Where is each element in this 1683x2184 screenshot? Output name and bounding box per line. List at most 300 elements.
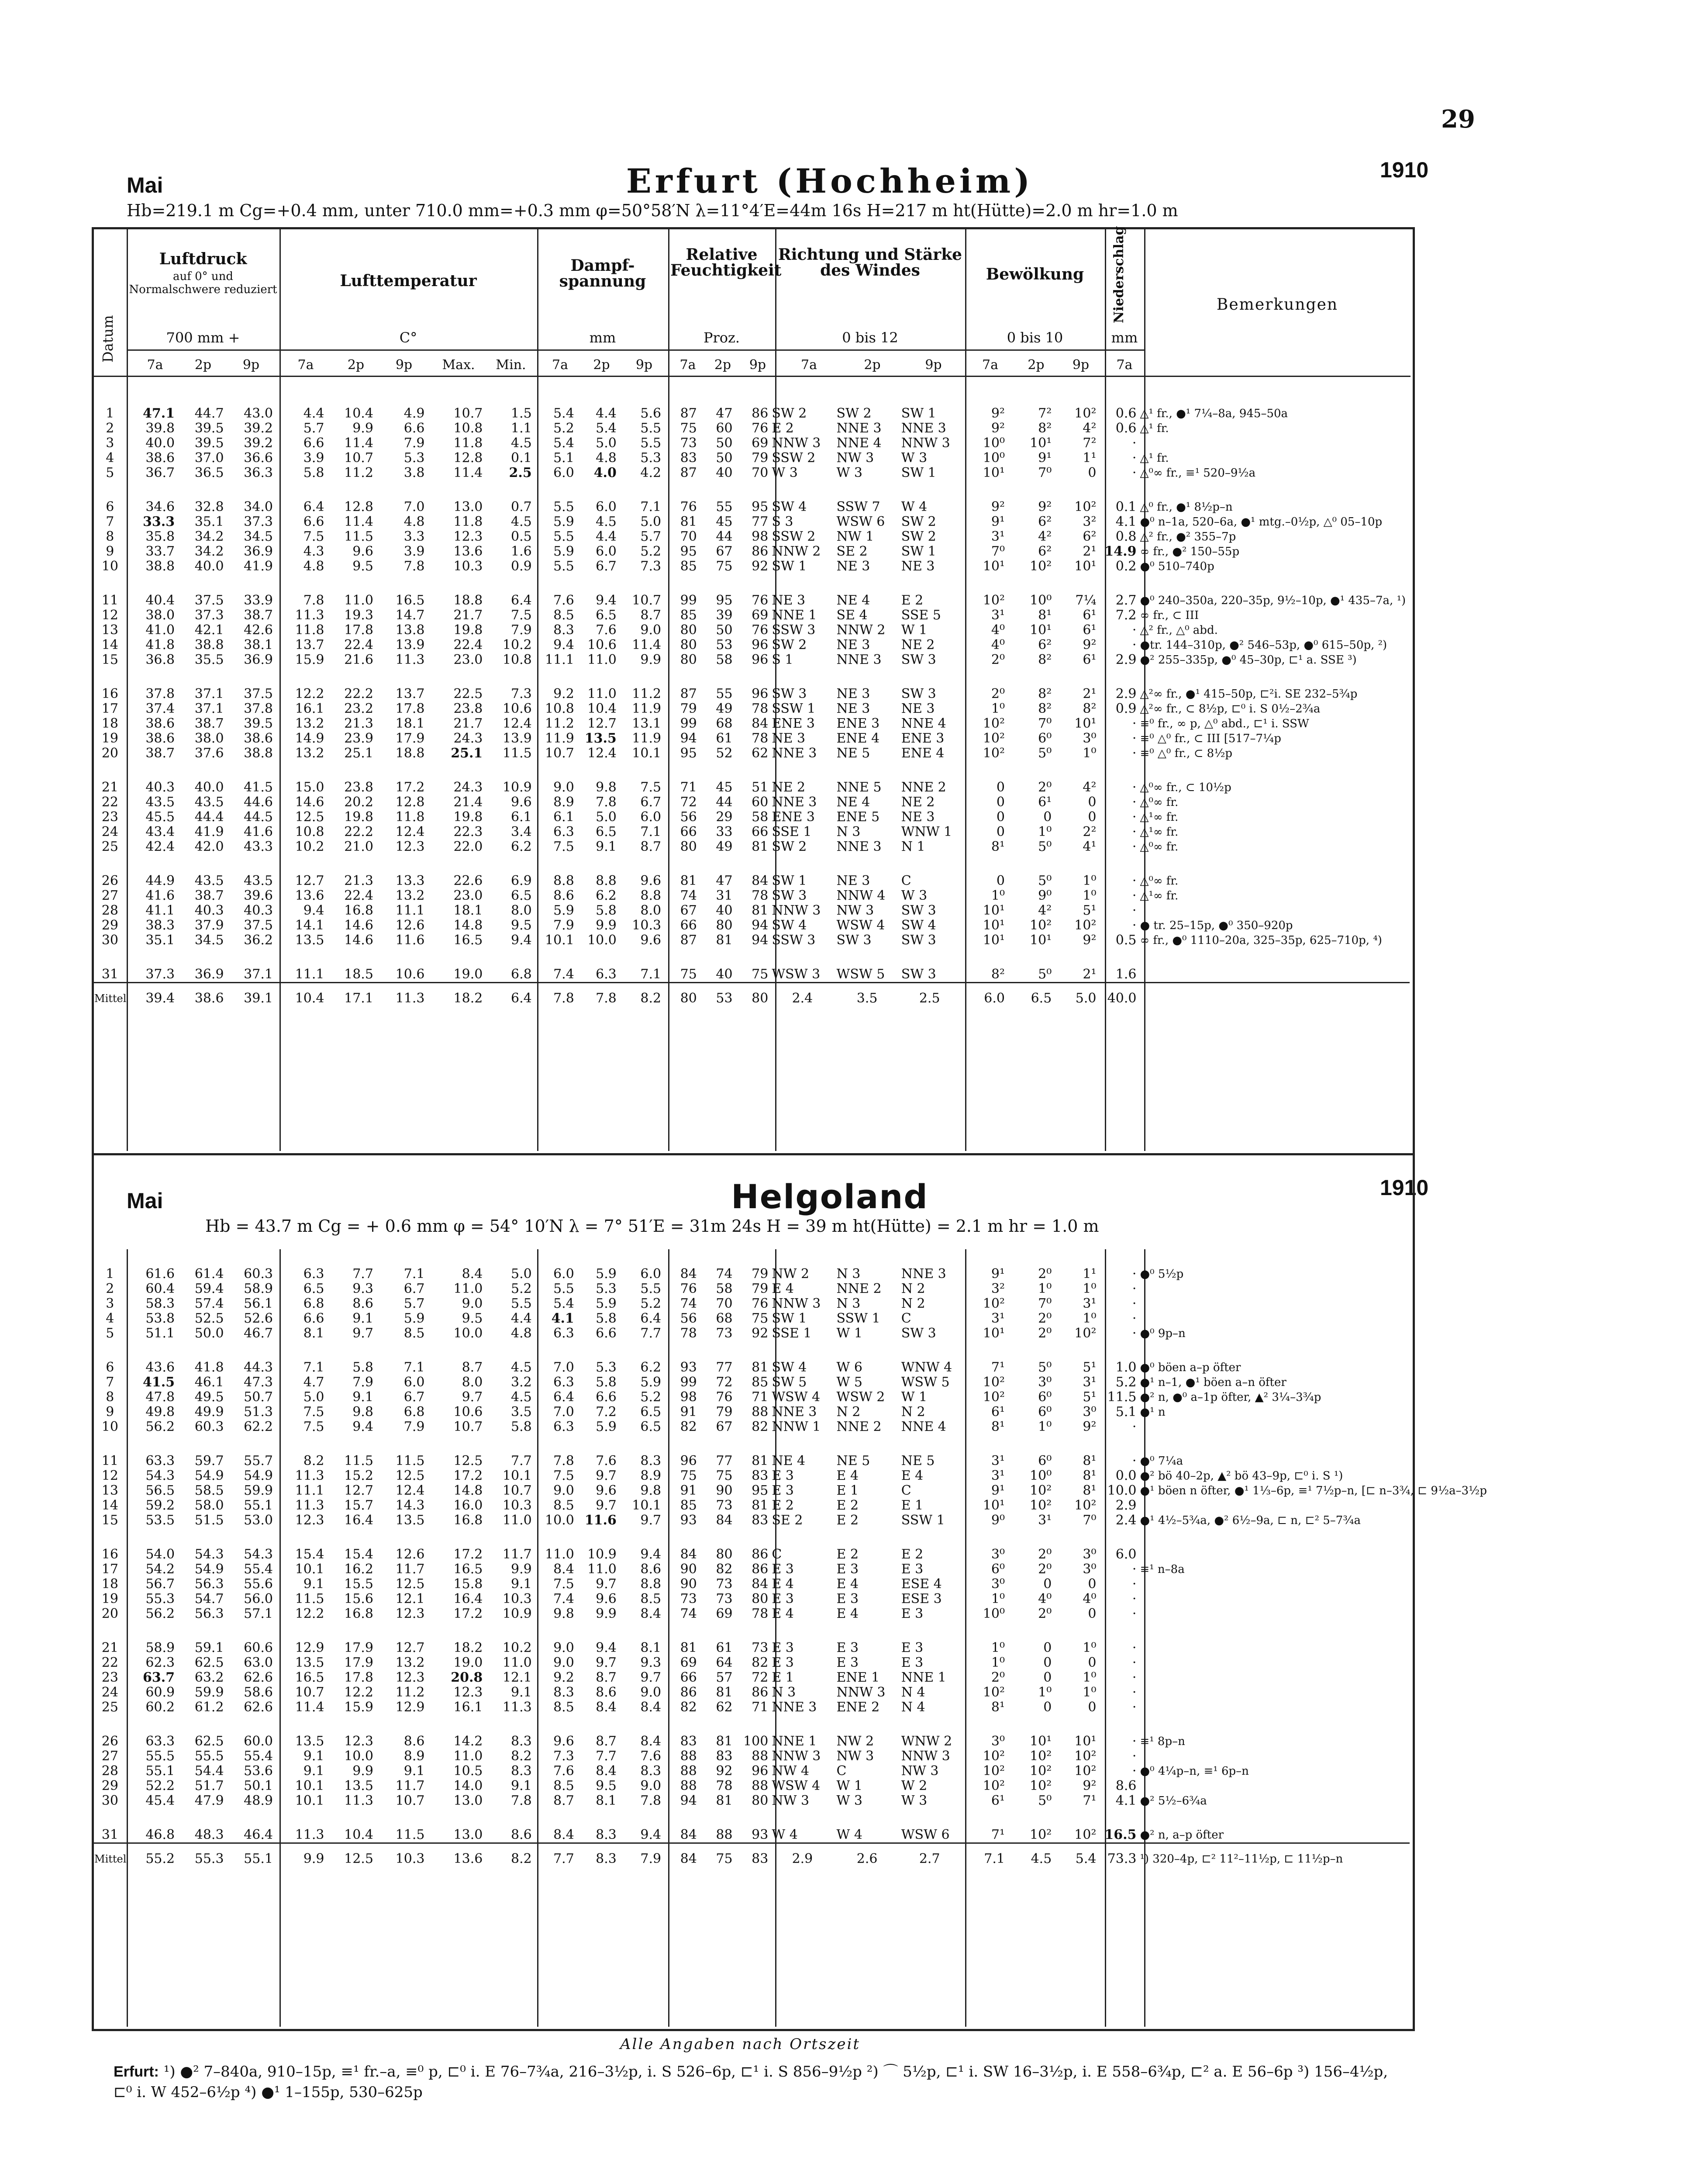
col-9p: 9p: [635, 357, 653, 373]
value-cell: 10¹: [983, 559, 1005, 574]
value-cell: 10.1: [632, 1498, 662, 1513]
row-spacer: [93, 854, 1410, 874]
value-cell: 9.6: [511, 795, 532, 810]
value-cell: WSW 6: [836, 514, 885, 529]
value-cell: W 4: [836, 1827, 862, 1842]
value-cell: 9.6: [596, 1483, 617, 1498]
value-cell: 92: [752, 1326, 769, 1341]
value-cell: 8.0: [511, 903, 532, 918]
value-cell: 0.6: [1115, 406, 1137, 421]
value-cell: 95: [752, 1483, 769, 1498]
value-cell: 50.1: [244, 1778, 273, 1794]
value-cell: 10¹: [1074, 559, 1097, 574]
value-cell: 50.7: [244, 1389, 273, 1405]
value-cell: 9.5: [462, 1311, 483, 1326]
value-cell: 48.3: [194, 1827, 224, 1842]
remarks-cell: [1138, 1670, 1410, 1685]
value-cell: 9.8: [352, 1404, 373, 1420]
value-cell: 5⁰: [1038, 873, 1052, 888]
value-cell: 11.3: [295, 608, 324, 623]
value-cell: 9.4: [596, 1640, 617, 1655]
value-cell: 29: [716, 809, 733, 825]
value-cell: 41.9: [194, 824, 224, 840]
spacer-cell: [93, 854, 1410, 874]
value-cell: 11.2: [395, 1685, 425, 1700]
date-cell: 22: [101, 1655, 118, 1670]
value-cell: 76: [752, 1296, 769, 1311]
value-cell: 40.3: [244, 903, 273, 918]
remarks-cell: △¹∞ fr.: [1140, 889, 1179, 902]
remarks-cell: ●¹ n: [1140, 1406, 1166, 1419]
value-cell: 49.8: [145, 1404, 175, 1420]
value-cell: SW 2: [772, 637, 807, 653]
value-cell: 80: [716, 918, 733, 933]
value-cell: 13.9: [502, 731, 532, 746]
table-row: [93, 1734, 1410, 1749]
value-cell: 80: [716, 1547, 733, 1562]
date-cell: 3: [106, 1296, 114, 1311]
value-cell: 37.0: [194, 450, 224, 466]
mean-cell: 55.3: [176, 1843, 225, 1875]
value-cell: 54.9: [244, 1468, 273, 1483]
value-cell: SW 1: [901, 406, 936, 421]
value-cell: 22.2: [344, 824, 373, 840]
value-cell: NE 3: [772, 731, 806, 746]
value-cell: WNW 4: [901, 1360, 952, 1375]
value-cell: ·: [1132, 809, 1137, 825]
value-cell: E 4: [772, 1576, 794, 1592]
value-cell: SW 3: [901, 933, 936, 948]
value-cell: NE 3: [901, 701, 935, 716]
value-cell: 58.9: [145, 1640, 175, 1655]
value-cell: 9.0: [553, 1655, 574, 1670]
value-cell: 10.8: [453, 421, 483, 436]
value-cell: 75: [716, 559, 733, 574]
value-cell: ·: [1132, 1640, 1137, 1655]
value-cell: 4.9: [404, 406, 425, 421]
value-cell: 7¼: [1075, 593, 1097, 608]
date-cell: 14: [101, 1498, 118, 1513]
value-cell: 50: [716, 622, 733, 638]
value-cell: 10²: [1030, 1498, 1052, 1513]
value-cell: 56.2: [145, 1419, 175, 1434]
date-cell: 29: [101, 1778, 118, 1794]
value-cell: 56: [680, 809, 697, 825]
value-cell: 6.2: [640, 1360, 662, 1375]
date-cell: 24: [101, 1685, 118, 1700]
value-cell: ·: [1132, 1606, 1137, 1621]
value-cell: ·: [1132, 1453, 1137, 1469]
value-cell: 38.1: [244, 637, 273, 653]
col-7a: 7a: [1116, 357, 1133, 373]
spacer-cell: [93, 1621, 1410, 1641]
value-cell: 12.3: [395, 839, 425, 854]
table-row: [93, 1764, 1410, 1779]
value-cell: NNE 1: [772, 608, 817, 623]
value-cell: 6.4: [303, 499, 324, 515]
value-cell: 6.4: [553, 1389, 574, 1405]
value-cell: 79: [752, 1281, 769, 1296]
value-cell: 40.0: [145, 435, 175, 451]
mean-cell: 2.5: [900, 983, 960, 1014]
mean-cell: 13.6: [426, 1843, 484, 1875]
value-cell: 81: [680, 873, 697, 888]
remarks-cell: ●² 255–335p, ●⁰ 45–30p, ⊏¹ a. SSE ³): [1140, 653, 1357, 667]
luftdruck-header: Luftdruck: [159, 250, 247, 268]
value-cell: 9.6: [596, 1591, 617, 1607]
value-cell: 11.1: [545, 652, 574, 667]
value-cell: NNE 3: [836, 839, 882, 854]
remarks-cell: ●⁰ n–1a, 520–6a, ●¹ mtg.–0½p, △⁰ 05–10p: [1140, 515, 1383, 529]
value-cell: NNW 3: [772, 435, 821, 451]
value-cell: 79: [716, 1404, 733, 1420]
value-cell: 62.5: [194, 1734, 224, 1749]
mean-cell: 55.1: [226, 1843, 275, 1875]
value-cell: 2⁰: [1038, 1606, 1052, 1621]
value-cell: SE 2: [772, 1513, 803, 1528]
value-cell: 7.1: [640, 967, 662, 982]
mean-cell: 73.3: [1098, 1843, 1138, 1875]
value-cell: 93: [752, 1827, 769, 1842]
value-cell: 86: [752, 1562, 769, 1577]
value-cell: NNW 1: [772, 1419, 821, 1434]
value-cell: 95: [680, 746, 697, 761]
value-cell: 60.3: [244, 1266, 273, 1282]
value-cell: 36.9: [194, 967, 224, 982]
value-cell: NE 3: [901, 559, 935, 574]
value-cell: 1⁰: [1083, 1640, 1097, 1655]
value-cell: E 4: [836, 1468, 859, 1483]
value-cell: 67: [716, 1419, 733, 1434]
value-cell: 6⁰: [991, 1562, 1005, 1577]
value-cell: 7.4: [553, 1591, 574, 1607]
value-cell: W 2: [901, 1778, 928, 1794]
value-cell: NNE 4: [901, 716, 946, 731]
value-cell: 4.5: [511, 1389, 532, 1405]
value-cell: 12.1: [502, 1670, 532, 1685]
value-cell: ENE 5: [836, 809, 880, 825]
value-cell: 41.1: [145, 903, 175, 918]
value-cell: 10¹: [1030, 622, 1052, 638]
value-cell: NE 3: [836, 701, 870, 716]
value-cell: 59.1: [194, 1640, 224, 1655]
value-cell: 14.1: [295, 918, 324, 933]
value-cell: 3¹: [1038, 1513, 1052, 1528]
value-cell: 6.0: [640, 1266, 662, 1282]
remarks-cell: ∞ fr., ●² 150–55p: [1140, 545, 1240, 558]
value-cell: SW 3: [901, 1326, 936, 1341]
value-cell: 85: [680, 1498, 697, 1513]
value-cell: 10²: [983, 1778, 1005, 1794]
remarks-cell: ●¹ 4½–5¾a, ●² 6½–9a, ⊏ n, ⊏² 5–7¾a: [1140, 1514, 1361, 1527]
value-cell: 62.2: [244, 1419, 273, 1434]
table-row: [93, 933, 1410, 948]
value-cell: 7.0: [553, 1404, 574, 1420]
value-cell: 10⁰: [983, 1606, 1005, 1621]
value-cell: 3⁰: [991, 1547, 1005, 1562]
value-cell: 22.2: [344, 686, 373, 702]
value-cell: 2²: [1083, 824, 1097, 840]
value-cell: 9²: [1083, 933, 1097, 948]
value-cell: 11.0: [453, 1749, 483, 1764]
value-cell: 36.9: [244, 544, 273, 559]
value-cell: 6.6: [596, 1389, 617, 1405]
row-spacer: [93, 1715, 1410, 1734]
value-cell: 9.6: [352, 544, 373, 559]
value-cell: WSW 5: [836, 967, 885, 982]
value-cell: 3.2: [511, 1375, 532, 1390]
value-cell: 4.4: [596, 529, 617, 544]
date-cell: 10: [101, 559, 118, 574]
value-cell: 77: [716, 1360, 733, 1375]
value-cell: 84: [752, 716, 769, 731]
value-cell: 39.5: [244, 716, 273, 731]
value-cell: 5.4: [553, 1296, 574, 1311]
value-cell: 10²: [1074, 1763, 1097, 1779]
value-cell: 7⁰: [1038, 465, 1052, 480]
value-cell: 3.4: [511, 824, 532, 840]
value-cell: 5.2: [640, 1389, 662, 1405]
value-cell: 73: [680, 435, 697, 451]
value-cell: 17.9: [344, 1655, 373, 1670]
value-cell: 59.9: [194, 1685, 224, 1700]
value-cell: 10²: [1074, 406, 1097, 421]
mean-row: [93, 1843, 1410, 1875]
mean-cell: 39.4: [128, 983, 176, 1014]
value-cell: 37.1: [244, 967, 273, 982]
value-cell: 54.0: [145, 1547, 175, 1562]
value-cell: 8.8: [640, 1576, 662, 1592]
value-cell: 14.0: [453, 1778, 483, 1794]
value-cell: 4¹: [1083, 839, 1097, 854]
value-cell: 2⁰: [1038, 1311, 1052, 1326]
value-cell: SW 2: [772, 839, 807, 854]
value-cell: 3⁰: [991, 1576, 1005, 1592]
value-cell: 5⁰: [1038, 746, 1052, 761]
value-cell: 4.5: [511, 514, 532, 529]
spacer-cell: [93, 1434, 1410, 1454]
table-row: [93, 1670, 1410, 1685]
value-cell: 0: [996, 795, 1005, 810]
value-cell: 6.2: [511, 839, 532, 854]
value-cell: 7.1: [404, 1266, 425, 1282]
value-cell: 7.1: [640, 499, 662, 515]
value-cell: 7¹: [1083, 1793, 1097, 1808]
value-cell: 4.4: [511, 1311, 532, 1326]
value-cell: 10²: [1030, 1778, 1052, 1794]
value-cell: ·: [1132, 435, 1137, 451]
value-cell: W 3: [836, 1793, 862, 1808]
value-cell: 0.0: [1115, 1468, 1137, 1483]
value-cell: 22.6: [453, 873, 483, 888]
value-cell: N 2: [901, 1404, 925, 1420]
value-cell: NE 5: [901, 1453, 935, 1469]
value-cell: 74: [680, 1296, 697, 1311]
value-cell: 9.6: [553, 1734, 574, 1749]
value-cell: 81: [752, 839, 769, 854]
col-7a: 7a: [982, 357, 998, 373]
value-cell: 10.3: [502, 1591, 532, 1607]
value-cell: 8¹: [991, 1419, 1005, 1434]
value-cell: SW 3: [772, 888, 807, 903]
value-cell: 9.3: [640, 1655, 662, 1670]
value-cell: 7.3: [640, 559, 662, 574]
value-cell: 19.8: [453, 809, 483, 825]
value-cell: 8¹: [1083, 1468, 1097, 1483]
value-cell: 17.2: [453, 1468, 483, 1483]
value-cell: 46.4: [244, 1827, 273, 1842]
value-cell: 13.2: [295, 746, 324, 761]
value-cell: 73: [680, 1591, 697, 1607]
value-cell: 13.5: [295, 1655, 324, 1670]
value-cell: 2⁰: [991, 652, 1005, 667]
value-cell: 1¹: [1083, 1266, 1097, 1282]
helgoland-month: Mai: [127, 1189, 163, 1213]
value-cell: 8¹: [991, 1700, 1005, 1715]
value-cell: 78: [752, 701, 769, 716]
value-cell: 77: [716, 1453, 733, 1469]
niederschlag-header: Niederschlag: [1111, 226, 1127, 323]
value-cell: 13.0: [453, 1793, 483, 1808]
value-cell: NE 5: [836, 1453, 870, 1469]
value-cell: 7.7: [352, 1266, 373, 1282]
value-cell: 51.3: [244, 1404, 273, 1420]
date-cell: 4: [106, 450, 114, 466]
value-cell: 5.7: [404, 1296, 425, 1311]
value-cell: 84: [752, 1576, 769, 1592]
value-cell: 40.0: [194, 559, 224, 574]
value-cell: 12.4: [502, 716, 532, 731]
value-cell: 12.7: [587, 716, 617, 731]
mean-cell: 2.6: [835, 1843, 900, 1875]
value-cell: 11.4: [453, 465, 483, 480]
value-cell: 69: [752, 608, 769, 623]
value-cell: 7.7: [596, 1749, 617, 1764]
table-row: [93, 1577, 1410, 1592]
value-cell: 6.5: [640, 1419, 662, 1434]
value-cell: 10.1: [295, 1562, 324, 1577]
date-cell: 1: [106, 1266, 114, 1282]
value-cell: 13.5: [295, 1734, 324, 1749]
value-cell: 72: [716, 1375, 733, 1390]
value-cell: 55.6: [244, 1576, 273, 1592]
table-row: [93, 731, 1410, 746]
value-cell: 9¹: [991, 514, 1005, 529]
value-cell: 9.4: [303, 903, 324, 918]
value-cell: 1.6: [511, 544, 532, 559]
value-cell: 9.2: [553, 1670, 574, 1685]
value-cell: 6.7: [640, 795, 662, 810]
value-cell: 40.3: [145, 780, 175, 795]
value-cell: 8¹: [991, 839, 1005, 854]
value-cell: 93: [680, 1360, 697, 1375]
value-cell: E 2: [836, 1498, 859, 1513]
remarks-cell: [1138, 1685, 1410, 1700]
value-cell: 9.0: [553, 1640, 574, 1655]
value-cell: WSW 6: [901, 1827, 950, 1842]
value-cell: 8²: [991, 967, 1005, 982]
value-cell: 5.7: [640, 529, 662, 544]
value-cell: 46.8: [145, 1827, 175, 1842]
spacer-cell: [93, 667, 1410, 687]
value-cell: 23.8: [344, 780, 373, 795]
erfurt-month: Mai: [127, 173, 163, 197]
value-cell: 44: [716, 529, 733, 544]
value-cell: 76: [752, 421, 769, 436]
value-cell: 4²: [1083, 421, 1097, 436]
value-cell: 45.5: [145, 809, 175, 825]
value-cell: 36.5: [194, 465, 224, 480]
value-cell: 5.2: [1115, 1375, 1137, 1390]
value-cell: 16.5: [295, 1670, 324, 1685]
value-cell: 10²: [1030, 1483, 1052, 1498]
table-row: [93, 638, 1410, 653]
value-cell: 11.5: [344, 529, 373, 544]
value-cell: 79: [752, 1266, 769, 1282]
mean-cell: 10.3: [375, 1843, 427, 1875]
value-cell: 12.6: [395, 918, 425, 933]
date-cell: 1: [106, 406, 114, 421]
value-cell: 36.7: [145, 465, 175, 480]
value-cell: 10.1: [295, 1778, 324, 1794]
remarks-cell: ≡⁰ fr., ∞ p, △⁰ abd., ⊏¹ i. SSW: [1140, 717, 1309, 730]
value-cell: 3.9: [404, 544, 425, 559]
remarks-cell: ●¹ böen n öfter, ●¹ 1⅓–6p, ≡¹ 7½p–n, [⊏ n–3¾, ⊏ 9½a–3½p: [1140, 1484, 1487, 1497]
value-cell: 16.5: [453, 1562, 483, 1577]
value-cell: NNE 3: [772, 795, 817, 810]
value-cell: 10²: [1074, 1827, 1097, 1842]
value-cell: 66: [680, 1670, 697, 1685]
value-cell: NE 3: [772, 593, 806, 608]
value-cell: 2.4: [1115, 1513, 1137, 1528]
value-cell: 5.9: [553, 514, 574, 529]
value-cell: 13.2: [395, 888, 425, 903]
value-cell: 6.0: [1115, 1547, 1137, 1562]
value-cell: 85: [752, 1375, 769, 1390]
value-cell: ·: [1132, 450, 1137, 466]
value-cell: 7.5: [553, 1468, 574, 1483]
value-cell: 62.6: [244, 1700, 273, 1715]
value-cell: 43.5: [145, 795, 175, 810]
col-7a: 7a: [679, 357, 696, 373]
value-cell: 60.4: [145, 1281, 175, 1296]
table-row: [93, 1498, 1410, 1513]
value-cell: 7.9: [511, 622, 532, 638]
value-cell: 73: [716, 1591, 733, 1607]
value-cell: NE 4: [836, 795, 870, 810]
value-cell: 4²: [1038, 903, 1052, 918]
value-cell: 37.9: [194, 918, 224, 933]
value-cell: 7²: [1083, 435, 1097, 451]
value-cell: 67: [716, 544, 733, 559]
value-cell: 43.3: [244, 839, 273, 854]
value-cell: SW 2: [901, 514, 936, 529]
value-cell: SW 1: [901, 465, 936, 480]
table-row: [93, 780, 1410, 795]
date-cell: 4: [106, 1311, 114, 1326]
value-cell: 41.6: [244, 824, 273, 840]
value-cell: NNW 3: [901, 435, 950, 451]
value-cell: N 3: [836, 1266, 861, 1282]
value-cell: SW 3: [901, 686, 936, 702]
value-cell: W 4: [772, 1827, 798, 1842]
value-cell: 90: [680, 1562, 697, 1577]
value-cell: 8.2: [511, 1749, 532, 1764]
value-cell: 40.0: [194, 780, 224, 795]
value-cell: 10.9: [502, 1606, 532, 1621]
mean-cell: 5.4: [1053, 1843, 1098, 1875]
value-cell: 13.5: [295, 933, 324, 948]
